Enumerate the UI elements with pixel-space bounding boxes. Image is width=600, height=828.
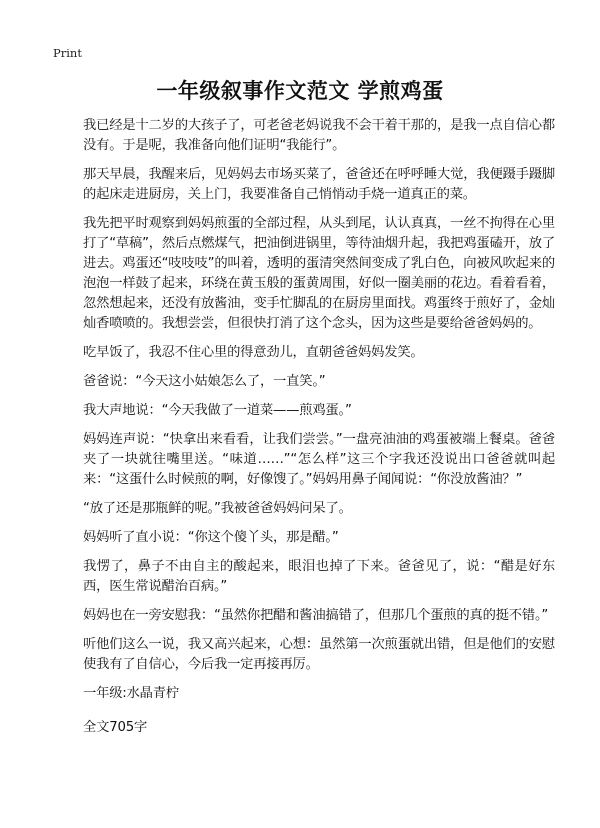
paragraph: 妈妈也在一旁安慰我：“虽然你把醋和酱油搞错了，但那几个蛋煎的真的挺不错。”: [83, 608, 549, 623]
paragraph: 妈妈听了直小说：“你这个傻丫头，那是醋。”: [83, 530, 339, 545]
paragraph: 我先把平时观察到妈妈煎蛋的全部过程，从头到尾，认认真真，一丝不拘得在心里打了“草稿”，然后点燃煤气，把油倒进锅里，等待油烟升起，我把鸡蛋磕开，放了进去。鸡蛋还“吱吱吱”的叫着，透明的蛋清突然间变成了乳白色，向被风吹起来的泡泡一样鼓了起来，环绕在黄玉般的蛋黄周围，好似一圈美丽的花边。看着看着，忽然想起来，还没有放酱油，变手忙脚乱的在厨房里面找。鸡蛋终于煎好了，金灿灿香喷喷的。我想尝尝，但很快打消了这个念头，因为这些是要给爸爸妈妈的。: [83, 216, 555, 331]
article-body: [83, 116, 555, 747]
paragraph: 听他们这么一说，我又高兴起来，心想：虽然第一次煎蛋就出错，但是他们的安慰使我有了自信心，今后我一定再接再厉。: [83, 637, 555, 672]
print-link[interactable]: Print: [53, 46, 82, 60]
paragraph: 我大声地说：“今天我做了一道菜——煎鸡蛋。”: [83, 403, 352, 418]
paragraph: 爸爸说：“今天这小姑娘怎么了，一直笑。”: [83, 374, 326, 389]
paragraph: 我已经是十二岁的大孩子了，可老爸老妈说我不会干着干那的，是我一点自信心都没有。于是呢，我准备向他们证明“我能行”。: [83, 118, 555, 153]
word-count: 全文705字: [83, 720, 148, 735]
paragraph: 那天早晨，我醒来后，见妈妈去市场买菜了，爸爸还在呼呼睡大觉，我便蹑手蹑脚的起床走进厨房，关上门，我要准备自己悄悄动手烧一道真正的菜。: [83, 167, 555, 202]
paragraph: 妈妈连声说：“快拿出来看看，让我们尝尝。”一盘亮油油的鸡蛋被端上餐桌。爸爸夹了一块就往嘴里送。“味道……”“怎么样”这三个字我还没说出口爸爸就叫起来：“这蛋什么时候煎的啊，好像馊了。”妈妈用鼻子闻闻说：“你没放酱油？”: [83, 432, 555, 487]
author-signature: 一年级:水晶青柠: [83, 686, 179, 701]
paragraph: 我愣了，鼻子不由自主的酸起来，眼泪也掉了下来。爸爸见了，说：“醋是好东西，医生常说醋治百病。”: [83, 559, 555, 594]
article-title: 一年级叙事作文范文 学煎鸡蛋: [156, 79, 444, 103]
paragraph: 吃早饭了，我忍不住心里的得意劲儿，直朝爸爸妈妈发笑。: [83, 345, 424, 360]
paragraph: “放了还是那瓶鲜的呢。”我被爸爸妈妈问呆了。: [83, 501, 352, 516]
